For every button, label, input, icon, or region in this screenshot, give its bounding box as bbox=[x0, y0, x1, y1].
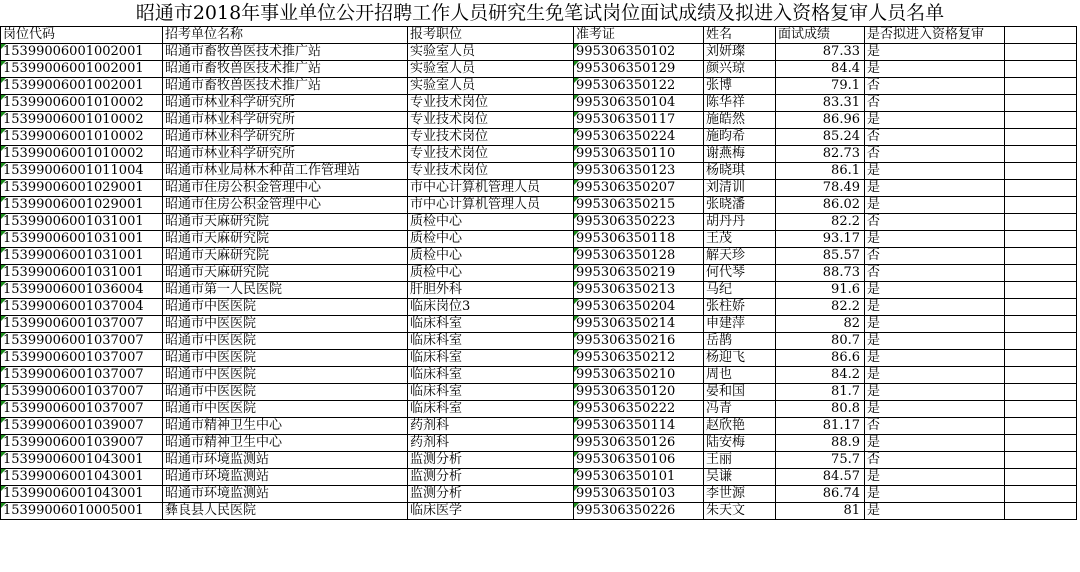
position-cell: 监测分析 bbox=[408, 452, 574, 469]
empty-cell bbox=[1005, 27, 1077, 44]
review-status-cell: 是 bbox=[865, 112, 1005, 129]
empty-cell bbox=[1005, 469, 1077, 486]
position-cell: 质检中心 bbox=[408, 265, 574, 282]
interview-score-cell: 84.4 bbox=[776, 61, 865, 78]
position-cell: 实验室人员 bbox=[408, 78, 574, 95]
candidate-name-cell: 岳鹊 bbox=[704, 333, 776, 350]
review-status-cell: 是 bbox=[865, 61, 1005, 78]
header-position-code: 岗位代码 bbox=[1, 27, 163, 44]
empty-cell bbox=[1005, 384, 1077, 401]
table-row bbox=[1, 350, 1077, 367]
table-row bbox=[1, 180, 1077, 197]
interview-score-cell: 83.31 bbox=[776, 95, 865, 112]
position-code-cell: 15399006001010002 bbox=[1, 95, 163, 112]
candidate-name-cell: 施皓然 bbox=[704, 112, 776, 129]
candidate-name-cell: 李世源 bbox=[704, 486, 776, 503]
position-cell: 质检中心 bbox=[408, 214, 574, 231]
review-status-cell: 是 bbox=[865, 44, 1005, 61]
empty-cell bbox=[1005, 333, 1077, 350]
admission-ticket-cell: 995306350222 bbox=[574, 401, 704, 418]
unit-name-cell: 昭通市天麻研究院 bbox=[163, 214, 408, 231]
position-cell: 监测分析 bbox=[408, 486, 574, 503]
table-row bbox=[1, 61, 1077, 78]
review-status-cell: 是 bbox=[865, 163, 1005, 180]
review-status-cell: 是 bbox=[865, 401, 1005, 418]
table-row bbox=[1, 384, 1077, 401]
header-position: 报考职位 bbox=[408, 27, 574, 44]
admission-ticket-cell: 995306350103 bbox=[574, 486, 704, 503]
interview-score-cell: 87.33 bbox=[776, 44, 865, 61]
position-cell: 药剂科 bbox=[408, 418, 574, 435]
admission-ticket-cell: 995306350224 bbox=[574, 129, 704, 146]
unit-name-cell: 昭通市天麻研究院 bbox=[163, 265, 408, 282]
unit-name-cell: 昭通市林业局林木种苗工作管理站 bbox=[163, 163, 408, 180]
admission-ticket-cell: 995306350120 bbox=[574, 384, 704, 401]
table-row bbox=[1, 146, 1077, 163]
table-row bbox=[1, 95, 1077, 112]
position-cell: 专业技术岗位 bbox=[408, 163, 574, 180]
position-cell: 市中心计算机管理人员 bbox=[408, 197, 574, 214]
empty-cell bbox=[1005, 350, 1077, 367]
candidate-name-cell: 张博 bbox=[704, 78, 776, 95]
candidate-name-cell: 谢燕梅 bbox=[704, 146, 776, 163]
table-row bbox=[1, 401, 1077, 418]
unit-name-cell: 昭通市天麻研究院 bbox=[163, 248, 408, 265]
empty-cell bbox=[1005, 418, 1077, 435]
admission-ticket-cell: 995306350104 bbox=[574, 95, 704, 112]
table-row bbox=[1, 469, 1077, 486]
candidate-name-cell: 晏和国 bbox=[704, 384, 776, 401]
position-cell: 专业技术岗位 bbox=[408, 95, 574, 112]
unit-name-cell: 昭通市林业科学研究所 bbox=[163, 146, 408, 163]
candidate-name-cell: 朱天文 bbox=[704, 503, 776, 520]
candidate-name-cell: 王茂 bbox=[704, 231, 776, 248]
interview-score-cell: 88.73 bbox=[776, 265, 865, 282]
unit-name-cell: 昭通市林业科学研究所 bbox=[163, 95, 408, 112]
interview-score-cell: 82.73 bbox=[776, 146, 865, 163]
position-cell: 市中心计算机管理人员 bbox=[408, 180, 574, 197]
interview-score-cell: 85.24 bbox=[776, 129, 865, 146]
position-code-cell: 15399006001037007 bbox=[1, 367, 163, 384]
empty-cell bbox=[1005, 61, 1077, 78]
interview-score-cell: 82.2 bbox=[776, 299, 865, 316]
position-code-cell: 15399006001029001 bbox=[1, 197, 163, 214]
empty-cell bbox=[1005, 435, 1077, 452]
candidate-name-cell: 刘妍璨 bbox=[704, 44, 776, 61]
candidate-name-cell: 张柱娇 bbox=[704, 299, 776, 316]
empty-cell bbox=[1005, 44, 1077, 61]
empty-cell bbox=[1005, 452, 1077, 469]
position-code-cell: 15399006001031001 bbox=[1, 214, 163, 231]
review-status-cell: 是 bbox=[865, 231, 1005, 248]
admission-ticket-cell: 995306350207 bbox=[574, 180, 704, 197]
table-row bbox=[1, 452, 1077, 469]
empty-cell bbox=[1005, 197, 1077, 214]
admission-ticket-cell: 995306350129 bbox=[574, 61, 704, 78]
unit-name-cell: 昭通市第一人民医院 bbox=[163, 282, 408, 299]
position-cell: 监测分析 bbox=[408, 469, 574, 486]
position-cell: 临床岗位3 bbox=[408, 299, 574, 316]
empty-cell bbox=[1005, 299, 1077, 316]
position-code-cell: 15399006001031001 bbox=[1, 248, 163, 265]
unit-name-cell: 昭通市环境监测站 bbox=[163, 469, 408, 486]
table-row bbox=[1, 78, 1077, 95]
empty-cell bbox=[1005, 367, 1077, 384]
empty-cell bbox=[1005, 265, 1077, 282]
position-code-cell: 15399006001031001 bbox=[1, 231, 163, 248]
candidate-name-cell: 周也 bbox=[704, 367, 776, 384]
review-status-cell: 是 bbox=[865, 333, 1005, 350]
position-cell: 专业技术岗位 bbox=[408, 146, 574, 163]
table-row bbox=[1, 282, 1077, 299]
position-code-cell: 15399006001039007 bbox=[1, 435, 163, 452]
admission-ticket-cell: 995306350214 bbox=[574, 316, 704, 333]
position-code-cell: 15399006001043001 bbox=[1, 486, 163, 503]
unit-name-cell: 昭通市住房公积金管理中心 bbox=[163, 197, 408, 214]
review-status-cell: 是 bbox=[865, 486, 1005, 503]
position-code-cell: 15399006001037007 bbox=[1, 401, 163, 418]
empty-cell bbox=[1005, 282, 1077, 299]
review-status-cell: 是 bbox=[865, 282, 1005, 299]
position-code-cell: 15399006001037007 bbox=[1, 333, 163, 350]
candidate-name-cell: 胡丹丹 bbox=[704, 214, 776, 231]
unit-name-cell: 昭通市中医医院 bbox=[163, 299, 408, 316]
interview-score-cell: 84.57 bbox=[776, 469, 865, 486]
review-status-cell: 是 bbox=[865, 503, 1005, 520]
review-status-cell: 否 bbox=[865, 78, 1005, 95]
empty-cell bbox=[1005, 503, 1077, 520]
table-row bbox=[1, 333, 1077, 350]
position-cell: 临床科室 bbox=[408, 350, 574, 367]
empty-cell bbox=[1005, 95, 1077, 112]
position-code-cell: 15399006001029001 bbox=[1, 180, 163, 197]
candidate-name-cell: 刘清训 bbox=[704, 180, 776, 197]
candidate-name-cell: 杨晓琪 bbox=[704, 163, 776, 180]
interview-score-cell: 86.96 bbox=[776, 112, 865, 129]
admission-ticket-cell: 995306350106 bbox=[574, 452, 704, 469]
header-row bbox=[1, 27, 1077, 44]
interview-score-cell: 78.49 bbox=[776, 180, 865, 197]
empty-cell bbox=[1005, 180, 1077, 197]
admission-ticket-cell: 995306350118 bbox=[574, 231, 704, 248]
candidate-name-cell: 赵欣艳 bbox=[704, 418, 776, 435]
review-status-cell: 否 bbox=[865, 146, 1005, 163]
position-code-cell: 15399006001010002 bbox=[1, 146, 163, 163]
position-cell: 质检中心 bbox=[408, 248, 574, 265]
review-status-cell: 否 bbox=[865, 265, 1005, 282]
interview-score-cell: 75.7 bbox=[776, 452, 865, 469]
position-code-cell: 15399006001037007 bbox=[1, 384, 163, 401]
unit-name-cell: 昭通市林业科学研究所 bbox=[163, 129, 408, 146]
review-status-cell: 否 bbox=[865, 418, 1005, 435]
table-row bbox=[1, 163, 1077, 180]
admission-ticket-cell: 995306350123 bbox=[574, 163, 704, 180]
review-status-cell: 是 bbox=[865, 367, 1005, 384]
candidate-name-cell: 吴谦 bbox=[704, 469, 776, 486]
admission-ticket-cell: 995306350126 bbox=[574, 435, 704, 452]
table-row bbox=[1, 129, 1077, 146]
interview-score-cell: 80.7 bbox=[776, 333, 865, 350]
admission-ticket-cell: 995306350215 bbox=[574, 197, 704, 214]
header-interview-score: 面试成绩 bbox=[776, 27, 865, 44]
admission-ticket-cell: 995306350219 bbox=[574, 265, 704, 282]
unit-name-cell: 昭通市住房公积金管理中心 bbox=[163, 180, 408, 197]
header-admission-ticket: 准考证 bbox=[574, 27, 704, 44]
interview-score-cell: 93.17 bbox=[776, 231, 865, 248]
unit-name-cell: 彝良县人民医院 bbox=[163, 503, 408, 520]
candidate-name-cell: 陈华祥 bbox=[704, 95, 776, 112]
interview-score-cell: 85.57 bbox=[776, 248, 865, 265]
position-code-cell: 15399006001002001 bbox=[1, 61, 163, 78]
table-row bbox=[1, 435, 1077, 452]
interview-score-cell: 86.74 bbox=[776, 486, 865, 503]
admission-ticket-cell: 995306350117 bbox=[574, 112, 704, 129]
interview-score-cell: 80.8 bbox=[776, 401, 865, 418]
empty-cell bbox=[1005, 214, 1077, 231]
admission-ticket-cell: 995306350204 bbox=[574, 299, 704, 316]
candidate-name-cell: 张晓潘 bbox=[704, 197, 776, 214]
admission-ticket-cell: 995306350213 bbox=[574, 282, 704, 299]
header-name: 姓名 bbox=[704, 27, 776, 44]
unit-name-cell: 昭通市畜牧兽医技术推广站 bbox=[163, 44, 408, 61]
interview-score-cell: 81.7 bbox=[776, 384, 865, 401]
unit-name-cell: 昭通市中医医院 bbox=[163, 316, 408, 333]
results-table bbox=[0, 26, 1077, 520]
position-cell: 专业技术岗位 bbox=[408, 129, 574, 146]
candidate-name-cell: 施昀希 bbox=[704, 129, 776, 146]
admission-ticket-cell: 995306350122 bbox=[574, 78, 704, 95]
position-cell: 实验室人员 bbox=[408, 44, 574, 61]
position-code-cell: 15399006001037007 bbox=[1, 316, 163, 333]
unit-name-cell: 昭通市环境监测站 bbox=[163, 486, 408, 503]
candidate-name-cell: 解天珍 bbox=[704, 248, 776, 265]
table-row bbox=[1, 248, 1077, 265]
empty-cell bbox=[1005, 146, 1077, 163]
candidate-name-cell: 陆安梅 bbox=[704, 435, 776, 452]
unit-name-cell: 昭通市中医医院 bbox=[163, 350, 408, 367]
position-code-cell: 15399006001043001 bbox=[1, 469, 163, 486]
table-row bbox=[1, 418, 1077, 435]
table-row bbox=[1, 367, 1077, 384]
position-cell: 专业技术岗位 bbox=[408, 112, 574, 129]
position-code-cell: 15399006001010002 bbox=[1, 129, 163, 146]
unit-name-cell: 昭通市精神卫生中心 bbox=[163, 435, 408, 452]
candidate-name-cell: 马纪 bbox=[704, 282, 776, 299]
empty-cell bbox=[1005, 231, 1077, 248]
admission-ticket-cell: 995306350114 bbox=[574, 418, 704, 435]
interview-score-cell: 91.6 bbox=[776, 282, 865, 299]
admission-ticket-cell: 995306350210 bbox=[574, 367, 704, 384]
position-code-cell: 15399006001002001 bbox=[1, 44, 163, 61]
unit-name-cell: 昭通市中医医院 bbox=[163, 333, 408, 350]
table-row bbox=[1, 503, 1077, 520]
table-row bbox=[1, 316, 1077, 333]
position-code-cell: 15399006001036004 bbox=[1, 282, 163, 299]
position-code-cell: 15399006001037007 bbox=[1, 350, 163, 367]
interview-score-cell: 84.2 bbox=[776, 367, 865, 384]
table-row bbox=[1, 214, 1077, 231]
admission-ticket-cell: 995306350216 bbox=[574, 333, 704, 350]
admission-ticket-cell: 995306350226 bbox=[574, 503, 704, 520]
unit-name-cell: 昭通市畜牧兽医技术推广站 bbox=[163, 61, 408, 78]
review-status-cell: 是 bbox=[865, 435, 1005, 452]
review-status-cell: 是 bbox=[865, 180, 1005, 197]
empty-cell bbox=[1005, 112, 1077, 129]
empty-cell bbox=[1005, 163, 1077, 180]
candidate-name-cell: 申建萍 bbox=[704, 316, 776, 333]
interview-score-cell: 88.9 bbox=[776, 435, 865, 452]
position-cell: 质检中心 bbox=[408, 231, 574, 248]
admission-ticket-cell: 995306350128 bbox=[574, 248, 704, 265]
header-review-status: 是否拟进入资格复审 bbox=[865, 27, 1005, 44]
position-cell: 临床科室 bbox=[408, 384, 574, 401]
table-row bbox=[1, 265, 1077, 282]
table-row bbox=[1, 486, 1077, 503]
review-status-cell: 否 bbox=[865, 129, 1005, 146]
unit-name-cell: 昭通市环境监测站 bbox=[163, 452, 408, 469]
position-code-cell: 15399006001043001 bbox=[1, 452, 163, 469]
unit-name-cell: 昭通市中医医院 bbox=[163, 384, 408, 401]
position-cell: 肝胆外科 bbox=[408, 282, 574, 299]
sheet-title: 昭通市2018年事业单位公开招聘工作人员研究生免笔试岗位面试成绩及拟进入资格复审人员名单 bbox=[135, 2, 945, 24]
candidate-name-cell: 颜兴琼 bbox=[704, 61, 776, 78]
candidate-name-cell: 冯青 bbox=[704, 401, 776, 418]
review-status-cell: 否 bbox=[865, 214, 1005, 231]
interview-score-cell: 82.2 bbox=[776, 214, 865, 231]
admission-ticket-cell: 995306350101 bbox=[574, 469, 704, 486]
position-code-cell: 15399006001037004 bbox=[1, 299, 163, 316]
position-code-cell: 15399006001011004 bbox=[1, 163, 163, 180]
interview-score-cell: 86.1 bbox=[776, 163, 865, 180]
table-row bbox=[1, 299, 1077, 316]
position-cell: 临床医学 bbox=[408, 503, 574, 520]
review-status-cell: 是 bbox=[865, 316, 1005, 333]
unit-name-cell: 昭通市天麻研究院 bbox=[163, 231, 408, 248]
interview-score-cell: 81.17 bbox=[776, 418, 865, 435]
candidate-name-cell: 杨迎飞 bbox=[704, 350, 776, 367]
position-cell: 临床科室 bbox=[408, 367, 574, 384]
empty-cell bbox=[1005, 401, 1077, 418]
admission-ticket-cell: 995306350110 bbox=[574, 146, 704, 163]
unit-name-cell: 昭通市畜牧兽医技术推广站 bbox=[163, 78, 408, 95]
position-cell: 实验室人员 bbox=[408, 61, 574, 78]
candidate-name-cell: 何代琴 bbox=[704, 265, 776, 282]
unit-name-cell: 昭通市中医医院 bbox=[163, 367, 408, 384]
table-row bbox=[1, 44, 1077, 61]
review-status-cell: 是 bbox=[865, 350, 1005, 367]
review-status-cell: 是 bbox=[865, 384, 1005, 401]
interview-score-cell: 86.6 bbox=[776, 350, 865, 367]
position-code-cell: 15399006001039007 bbox=[1, 418, 163, 435]
interview-score-cell: 86.02 bbox=[776, 197, 865, 214]
position-cell: 临床科室 bbox=[408, 333, 574, 350]
interview-score-cell: 82 bbox=[776, 316, 865, 333]
empty-cell bbox=[1005, 129, 1077, 146]
review-status-cell: 是 bbox=[865, 299, 1005, 316]
empty-cell bbox=[1005, 316, 1077, 333]
unit-name-cell: 昭通市林业科学研究所 bbox=[163, 112, 408, 129]
admission-ticket-cell: 995306350212 bbox=[574, 350, 704, 367]
admission-ticket-cell: 995306350223 bbox=[574, 214, 704, 231]
position-cell: 临床科室 bbox=[408, 401, 574, 418]
review-status-cell: 否 bbox=[865, 452, 1005, 469]
review-status-cell: 是 bbox=[865, 469, 1005, 486]
empty-cell bbox=[1005, 248, 1077, 265]
review-status-cell: 是 bbox=[865, 197, 1005, 214]
position-code-cell: 15399006001002001 bbox=[1, 78, 163, 95]
unit-name-cell: 昭通市精神卫生中心 bbox=[163, 418, 408, 435]
position-cell: 药剂科 bbox=[408, 435, 574, 452]
table-row bbox=[1, 112, 1077, 129]
position-code-cell: 15399006001010002 bbox=[1, 112, 163, 129]
position-code-cell: 15399006010005001 bbox=[1, 503, 163, 520]
table-row bbox=[1, 197, 1077, 214]
review-status-cell: 否 bbox=[865, 95, 1005, 112]
empty-cell bbox=[1005, 486, 1077, 503]
position-cell: 临床科室 bbox=[408, 316, 574, 333]
admission-ticket-cell: 995306350102 bbox=[574, 44, 704, 61]
review-status-cell: 否 bbox=[865, 248, 1005, 265]
interview-score-cell: 79.1 bbox=[776, 78, 865, 95]
unit-name-cell: 昭通市中医医院 bbox=[163, 401, 408, 418]
empty-cell bbox=[1005, 78, 1077, 95]
header-unit-name: 招考单位名称 bbox=[163, 27, 408, 44]
interview-score-cell: 81 bbox=[776, 503, 865, 520]
candidate-name-cell: 王丽 bbox=[704, 452, 776, 469]
table-row bbox=[1, 231, 1077, 248]
position-code-cell: 15399006001031001 bbox=[1, 265, 163, 282]
